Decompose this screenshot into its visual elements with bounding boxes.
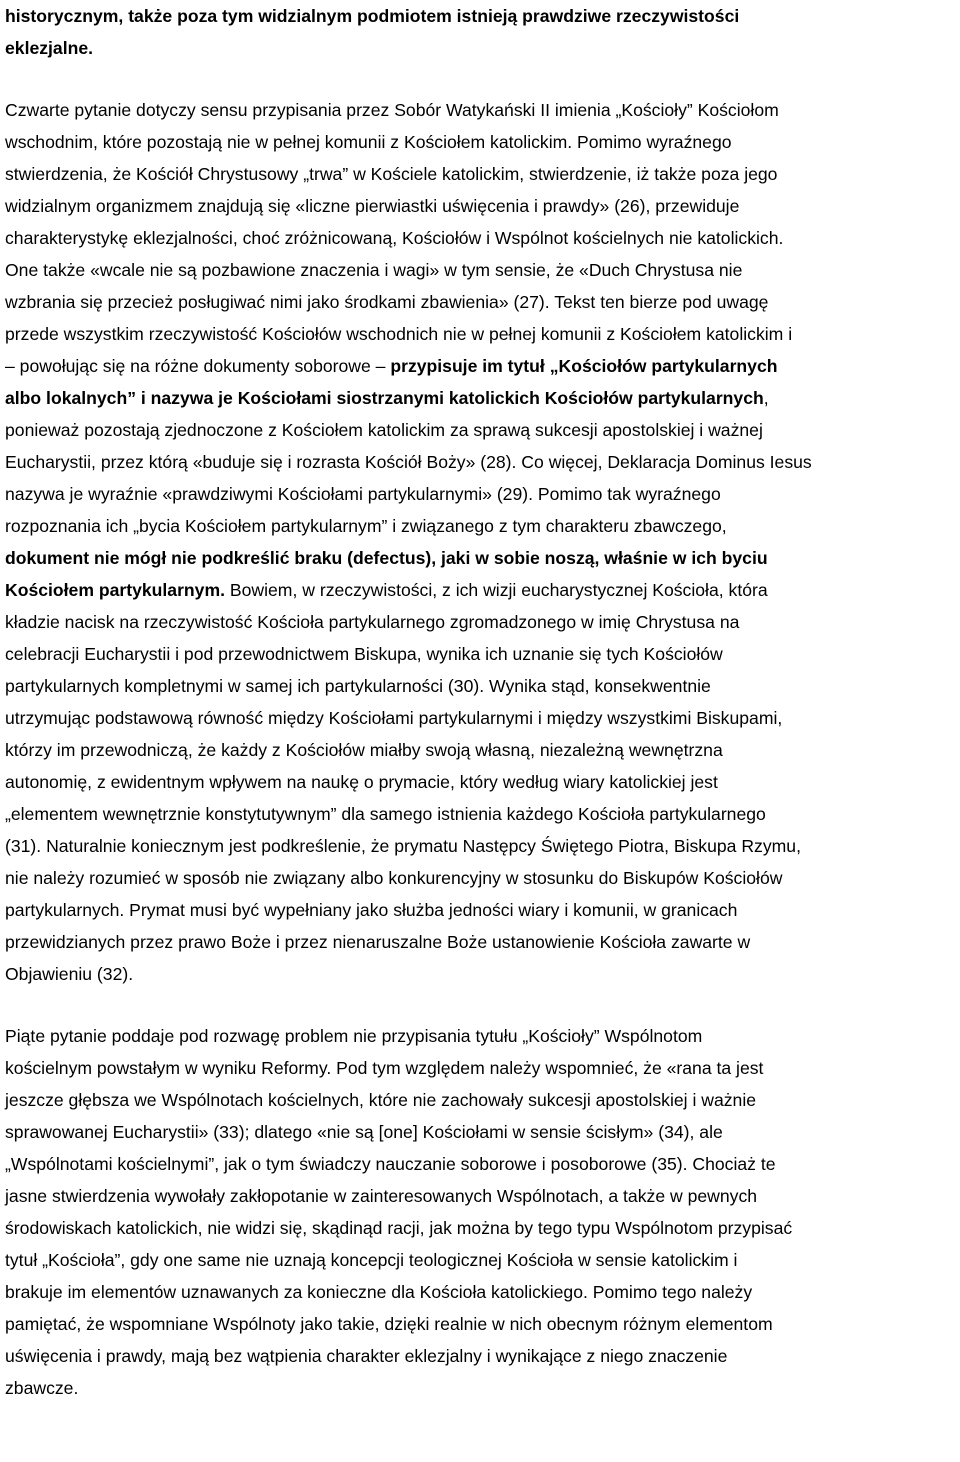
paragraph-line: uświęcenia i prawdy, mają bez wątpienia charakter eklezjalny i wynikające z niego znaczenie <box>5 1346 728 1366</box>
paragraph-line: nie należy rozumieć w sposób nie związany albo konkurencyjny w stosunku do Biskupów Kościołów <box>5 868 783 888</box>
paragraph-line: ponieważ pozostają zjednoczone z Kościołem katolickim za sprawą sukcesji apostolskiej i ważnej <box>5 420 763 440</box>
paragraph-line: Czwarte pytanie dotyczy sensu przypisania przez Sobór Watykański II imienia „Kościoły” Kościołom <box>5 100 779 120</box>
bold-text: Kościołem partykularnym. <box>5 580 225 600</box>
paragraph-gap <box>5 990 957 1020</box>
intro-line: historycznym, także poza tym widzialnym podmiotem istnieją prawdziwe rzeczywistości <box>5 6 740 26</box>
paragraph-line: autonomię, z ewidentnym wpływem na naukę o prymacie, który według wiary katolickiej jest <box>5 772 718 792</box>
paragraph-line: przewidzianych przez prawo Boże i przez nienaruszalne Boże ustanowienie Kościoła zawarte w <box>5 932 751 952</box>
document-page <box>5 0 957 1404</box>
paragraph-line: One także «wcale nie są pozbawione znaczenia i wagi» w tym sensie, że «Duch Chrystusa nie <box>5 260 743 280</box>
plain-text: Bowiem, w rzeczywistości, z ich wizji eucharystycznej Kościoła, która <box>225 580 768 600</box>
paragraph-line: nazywa je wyraźnie «prawdziwymi Kościołami partykularnymi» (29). Pomimo tak wyraźnego <box>5 484 721 504</box>
paragraph-line: wschodnim, które pozostają nie w pełnej komunii z Kościołem katolickim. Pomimo wyraźnego <box>5 132 732 152</box>
plain-text: , <box>763 388 769 408</box>
paragraph-line: tytuł „Kościoła”, gdy one same nie uznają koncepcji teologicznej Kościoła w sensie katolickim i <box>5 1250 738 1270</box>
paragraph-line: brakuje im elementów uznawanych za konieczne dla Kościoła katolickiego. Pomimo tego należy <box>5 1282 753 1302</box>
paragraph-line: sprawowanej Eucharystii» (33); dlatego «nie są [one] Kościołami w sensie ścisłym» (34), ale <box>5 1122 723 1142</box>
paragraph-gap <box>5 64 957 94</box>
paragraph-line: utrzymując podstawową równość między Kościołami partykularnymi i między wszystkimi Biskupami, <box>5 708 783 728</box>
paragraph-line: rozpoznania ich „bycia Kościołem partykularnym” i związanego z tym charakteru zbawczego, <box>5 516 727 536</box>
paragraph-line: kładzie nacisk na rzeczywistość Kościoła partykularnego zgromadzonego w imię Chrystusa na <box>5 612 740 632</box>
paragraph-line <box>5 574 957 606</box>
intro-line: eklezjalne. <box>5 38 94 58</box>
paragraph-line: „elementem wewnętrznie konstytutywnym” dla samego istnienia każdego Kościoła partykularnego <box>5 804 766 824</box>
paragraph-line: Objawieniu (32). <box>5 964 134 984</box>
paragraph-line: Piąte pytanie poddaje pod rozwagę problem nie przypisania tytułu „Kościoły” Wspólnotom <box>5 1026 703 1046</box>
paragraph-line: dokument nie mógł nie podkreślić braku (defectus), jaki w sobie noszą, właśnie w ich byciu <box>5 548 768 568</box>
paragraph-line <box>5 382 957 414</box>
paragraph-line: wzbrania się przecież posługiwać nimi jako środkami zbawienia» (27). Tekst ten bierze pod uwagę <box>5 292 769 312</box>
paragraph-line: widzialnym organizmem znajdują się «liczne pierwiastki uświęcenia i prawdy» (26), przewiduje <box>5 196 740 216</box>
paragraph-line: pamiętać, że wspomniane Wspólnoty jako takie, dzięki realnie w nich obecnym różnym elementom <box>5 1314 773 1334</box>
paragraph-line: partykularnych. Prymat musi być wypełniany jako służba jedności wiary i komunii, w granicach <box>5 900 738 920</box>
paragraph-line: zbawcze. <box>5 1378 79 1398</box>
paragraph-line: jeszcze głębsza we Wspólnotach kościelnych, które nie zachowały sukcesji apostolskiej i ważnie <box>5 1090 757 1110</box>
paragraph-1 <box>5 94 957 990</box>
paragraph-2 <box>5 1020 957 1404</box>
paragraph-line: kościelnym powstałym w wyniku Reformy. Pod tym względem należy wspomnieć, że «rana ta jest <box>5 1058 764 1078</box>
paragraph-line: (31). Naturalnie koniecznym jest podkreślenie, że prymatu Następcy Świętego Piotra, Biskupa Rzymu, <box>5 836 801 856</box>
plain-text: – powołując się na różne dokumenty soborowe – <box>5 356 391 376</box>
paragraph-line <box>5 350 957 382</box>
paragraph-line: jasne stwierdzenia wywołały zakłopotanie w zainteresowanych Wspólnotach, a także w pewnych <box>5 1186 758 1206</box>
paragraph-line: charakterystykę eklezjalności, choć zróżnicowaną, Kościołów i Wspólnot kościelnych nie katolickich. <box>5 228 784 248</box>
bold-text: przypisuje im tytuł „Kościołów partykularnych <box>390 356 778 376</box>
paragraph-line: „Wspólnotami kościelnymi”, jak o tym świadczy nauczanie soborowe i posoborowe (35). Chociaż te <box>5 1154 776 1174</box>
paragraph-line: przede wszystkim rzeczywistość Kościołów wschodnich nie w pełnej komunii z Kościołem katolickim i <box>5 324 793 344</box>
paragraph-line: stwierdzenia, że Kościół Chrystusowy „trwa” w Kościele katolickim, stwierdzenie, iż także poza jego <box>5 164 778 184</box>
paragraph-line: którzy im przewodniczą, że każdy z Kościołów miałby swoją własną, niezależną wewnętrzna <box>5 740 723 760</box>
paragraph-line: celebracji Eucharystii i pod przewodnictwem Biskupa, wynika ich uznanie się tych Kościołów <box>5 644 723 664</box>
paragraph-line: Eucharystii, przez którą «buduje się i rozrasta Kościół Boży» (28). Co więcej, Deklaracja Dominus Iesus <box>5 452 812 472</box>
paragraph-line: partykularnych kompletnymi w samej ich partykularności (30). Wynika stąd, konsekwentnie <box>5 676 711 696</box>
paragraph-line: środowiskach katolickich, nie widzi się, skądinąd racji, jak można by tego typu Wspólnotom przypisać <box>5 1218 793 1238</box>
bold-text: albo lokalnych” i nazywa je Kościołami siostrzanymi katolickich Kościołów partykularnych <box>5 388 764 408</box>
